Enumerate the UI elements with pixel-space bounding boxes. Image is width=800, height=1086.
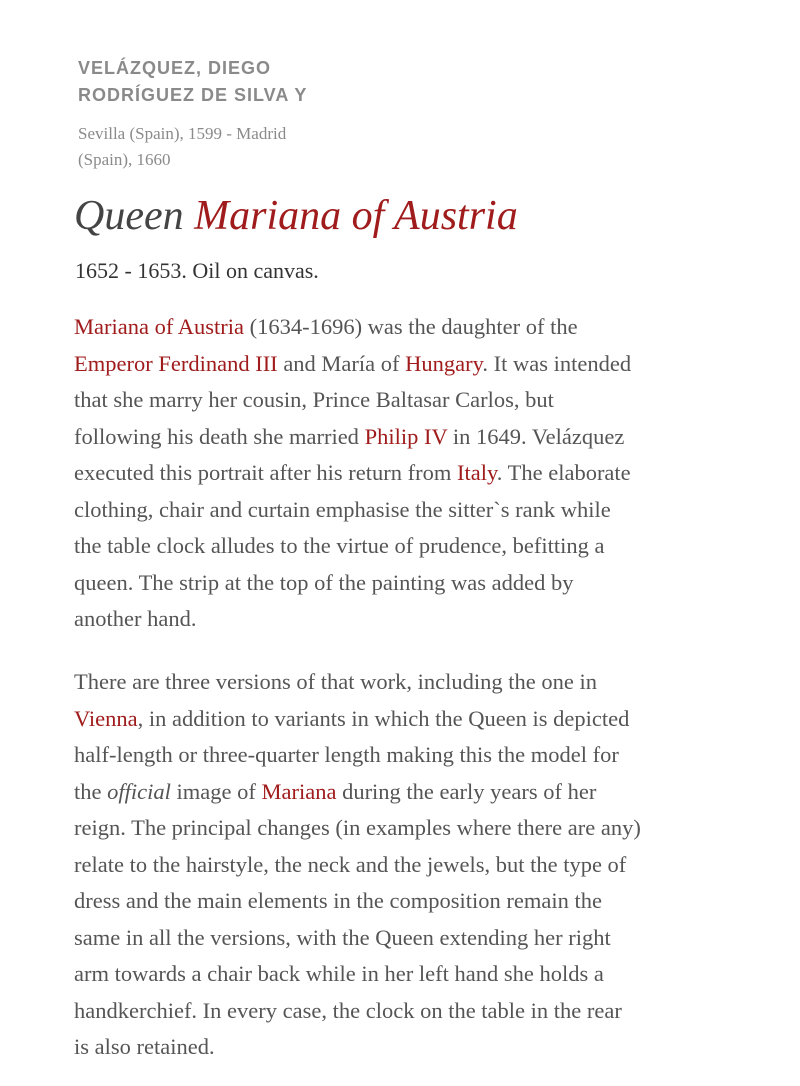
text-line: is also retained. [74, 1034, 215, 1059]
description-paragraph-1 [74, 309, 744, 638]
artwork-meta: 1652 - 1653. Oil on canvas. [75, 258, 319, 283]
artist-name[interactable] [78, 55, 398, 109]
text-segment: image of [170, 778, 262, 804]
text-line: half-length or three-quarter length making this the model for [74, 742, 619, 767]
text-segment: . The elaborate [496, 460, 631, 485]
title-prefix: Queen [74, 193, 184, 239]
text-line: handkerchief. In every case, the clock on the table in the rear [74, 997, 622, 1023]
link-emperor-ferdinand-iii[interactable]: Emperor Ferdinand III [74, 350, 278, 376]
title-accent: Mariana of Austria [194, 193, 518, 239]
artwork-title [74, 191, 774, 241]
text-segment: in 1649. Velázquez [447, 423, 625, 449]
text-segment: . It was intended [482, 350, 632, 376]
description-paragraph-2 [74, 664, 744, 1066]
artist-name-line-2: RODRÍGUEZ DE SILVA Y [78, 85, 308, 105]
text-line [74, 346, 744, 383]
text-segment: during the early years of her [336, 778, 597, 804]
text-line [74, 419, 744, 456]
text-line: same in all the versions, with the Queen extending her right [74, 924, 611, 950]
link-philip-iv[interactable]: Philip IV [364, 423, 448, 449]
link-italy[interactable]: Italy [456, 460, 497, 485]
text-line: relate to the hairstyle, the neck and the jewels, but the type of [74, 851, 627, 877]
artist-dates-line-2: (Spain), 1660 [78, 150, 171, 169]
text-line: There are three versions of that work, including the one in [74, 669, 597, 694]
text-line: clothing, chair and curtain emphasise the sitter`s rank while [74, 496, 611, 522]
artist-dates [78, 121, 398, 173]
text-segment: and María of [277, 350, 406, 376]
text-line: another hand. [74, 606, 197, 631]
text-line [74, 309, 744, 346]
text-segment: , in addition to variants in which the Queen is depicted [137, 705, 630, 731]
text-line: queen. The strip at the top of the painting was added by [74, 569, 574, 595]
text-line [74, 701, 744, 738]
text-segment: following his death she married [74, 423, 365, 449]
link-hungary[interactable]: Hungary [405, 350, 483, 376]
link-mariana-of-austria[interactable]: Mariana of Austria [74, 314, 244, 339]
text-line: reign. The principal changes (in examples where there are any) [74, 815, 641, 840]
text-segment: executed this portrait after his return from [74, 460, 457, 485]
artist-name-line-1: VELÁZQUEZ, DIEGO [78, 58, 272, 78]
text-segment: (1634-1696) was the daughter of the [243, 314, 578, 339]
text-segment: the [74, 778, 108, 804]
link-vienna[interactable]: Vienna [74, 705, 138, 731]
text-line: dress and the main elements in the composition remain the [74, 888, 602, 913]
link-mariana[interactable]: Mariana [261, 778, 337, 804]
artist-dates-line-1: Sevilla (Spain), 1599 - Madrid [78, 124, 287, 143]
text-line: the table clock alludes to the virtue of prudence, befitting a [74, 533, 605, 558]
text-line [74, 774, 744, 811]
text-line: arm towards a chair back while in her left hand she holds a [74, 961, 604, 986]
text-line [74, 455, 744, 492]
text-line: that she marry her cousin, Prince Baltasar Carlos, but [74, 387, 554, 412]
emphasis-official: official [107, 778, 171, 804]
